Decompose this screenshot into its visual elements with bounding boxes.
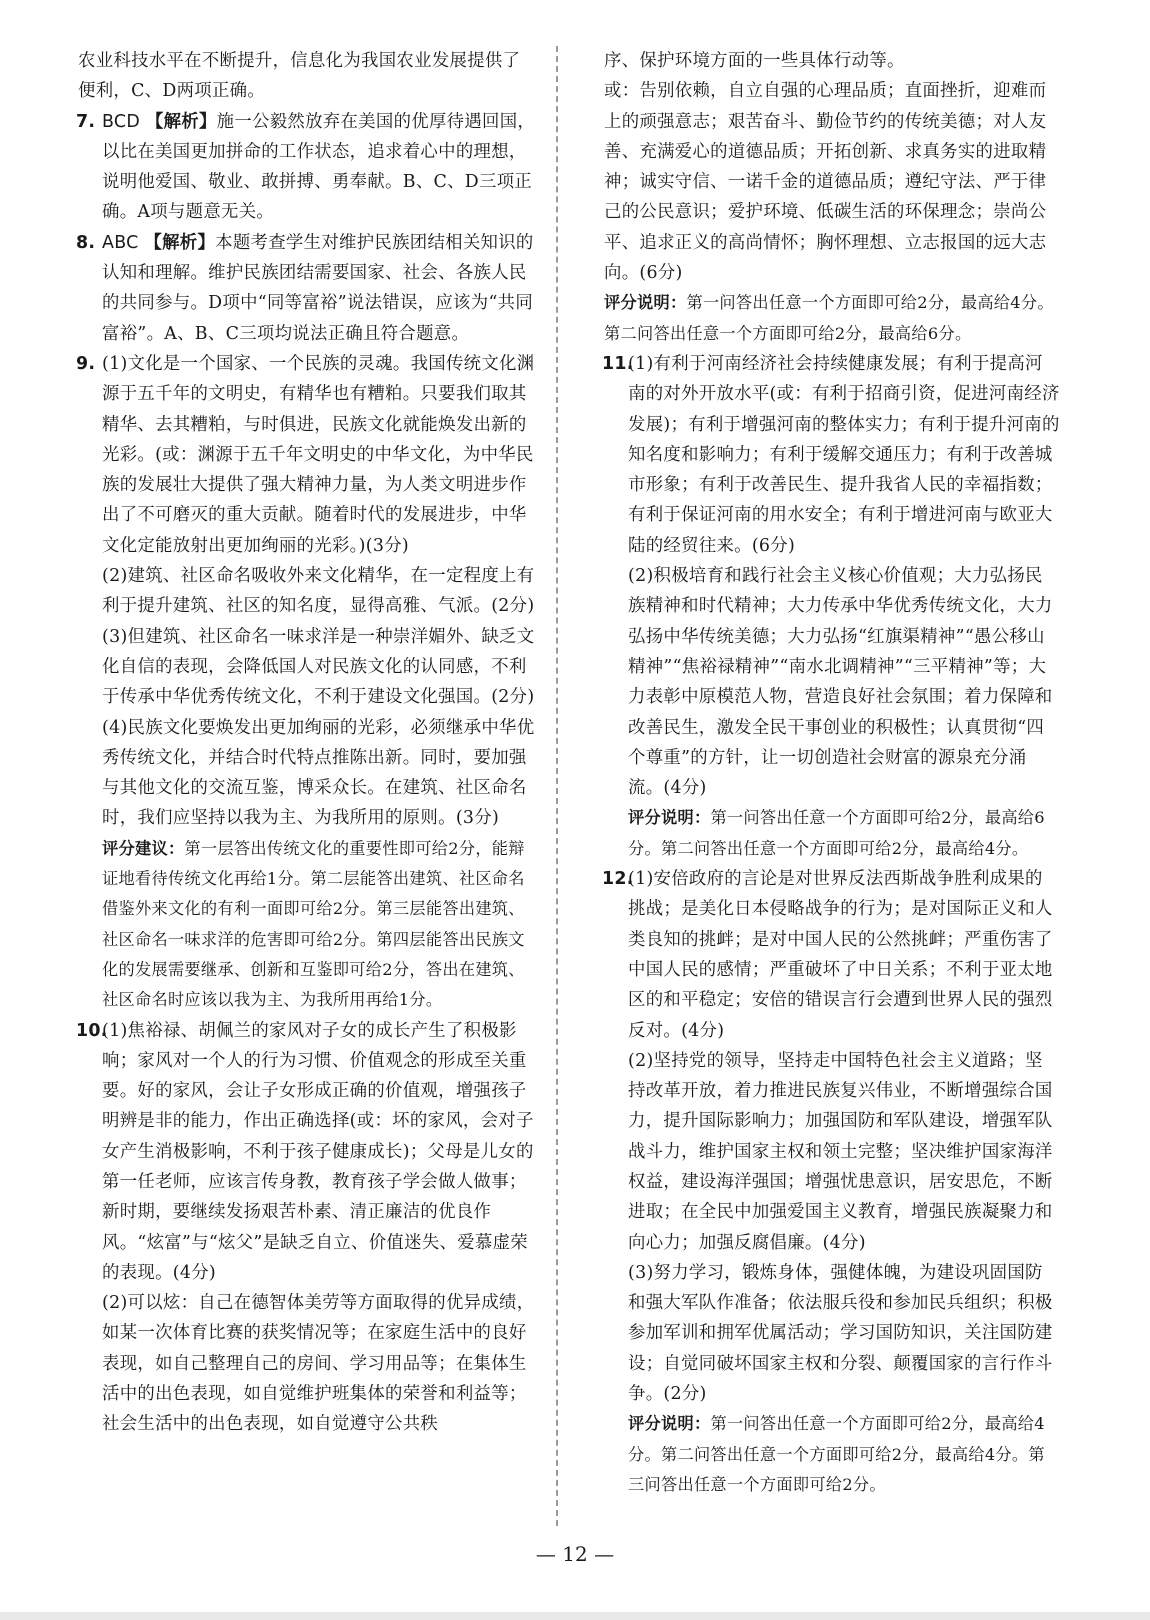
right-column [604, 46, 1060, 1500]
left-column [78, 46, 536, 1440]
scoring-note-text: 第一问答出任意一个方面即可给2分，最高给6分。第二问答出任意一个方面即可给2分，最高给4分。 [628, 808, 1045, 858]
question-11 [604, 349, 1060, 864]
question-number: 9. [76, 353, 96, 374]
answer-key: ABC [102, 232, 139, 253]
scoring-note-text: 第一问答出任意一个方面即可给2分，最高给4分。第二问答出任意一个方面即可给2分，最高给6分。 [604, 293, 1054, 343]
analysis-tag: 【解析】 [144, 232, 216, 253]
question-12 [604, 864, 1060, 1500]
page-number: — 12 — [535, 1542, 615, 1566]
question-9 [78, 349, 536, 1016]
analysis-text: 本题考查学生对维护民族团结相关知识的认知和理解。维护民族团结需要国家、社会、各族人民的共同参与。D项中“同等富裕”说法错误，应该为“共同富裕”。A、B、C三项均说法正确且符合题意。 [102, 232, 534, 344]
question-number: 8. [76, 232, 96, 253]
question-number: 11. [602, 353, 634, 374]
answer-alternative: 或：告别依赖，自立自强的心理品质；直面挫折，迎难而上的顽强意志；艰苦奋斗、勤俭节约的传统美德；对人友善、充满爱心的道德品质；开拓创新、求真务实的进取精神；诚实守信、一诺千金的道德品质；遵纪守法、严于律己的公民意识；爱护环境、低碳生活的环保理念；崇尚公平、追求正义的高尚情怀；胸怀理想、立志报国的远大志向。(6分) [604, 81, 1047, 284]
answer-part-2: (2)积极培育和践行社会主义核心价值观；大力弘扬民族精神和时代精神；大力传承中华优秀传统文化，大力弘扬中华传统美德；大力弘扬“红旗渠精神”“愚公移山精神”“焦裕禄精神”“南水北调精神”“三平精神”等；大力表彰中原模范人物，营造良好社会氛围；着力保障和改善民生，激发全民干事创业的积极性；认真贯彻“四个尊重”的方针，让一切创造社会财富的源泉充分涌流。(4分) [628, 566, 1053, 799]
scoring-note [628, 803, 1060, 864]
scoring-note-label: 评分说明： [628, 1414, 711, 1434]
answer-part-1: (1)文化是一个国家、一个民族的灵魂。我国传统文化渊源于五千年的文明史，有精华也有糟粕。只要我们取其精华、去其糟粕，与时俱进，民族文化就能焕发出新的光彩。(或：渊源于五千年文明史的中华文化，为中华民族的发展壮大提供了强大精神力量，为人类文明进步作出了不可磨灭的重大贡献。随着时代的发展进步，中华文化定能放射出更加绚丽的光彩。)(3分) [102, 353, 535, 556]
answer-part-2-continued: 序、保护环境方面的一些具体行动等。 [604, 51, 905, 71]
question-number: 12. [602, 869, 634, 890]
answer-key: BCD [102, 111, 141, 132]
question-number: 10. [76, 1020, 108, 1041]
answer-part-3: (3)但建筑、社区命名一味求洋是一种崇洋媚外、缺乏文化自信的表现，会降低国人对民族文化的认同感，不利于传承中华优秀传统文化，不利于建设文化强国。(2分) [102, 626, 535, 708]
answer-part-1: (1)有利于河南经济社会持续健康发展；有利于提高河南的对外开放水平(或：有利于招商引资，促进河南经济发展)；有利于增强河南的整体实力；有利于提升河南的知名度和影响力；有利于缓解交通压力；有利于改善城市形象；有利于改善民生、提升我省人民的幸福指数；有利于保证河南的用水安全；有利于增进河南与欧亚大陆的经贸往来。(6分) [628, 353, 1060, 556]
scoring-note-label: 评分说明： [604, 293, 687, 313]
question-8 [78, 228, 536, 349]
answer-part-1: (1)安倍政府的言论是对世界反法西斯战争胜利成果的挑战；是美化日本侵略战争的行为；是对国际正义和人类良知的挑衅；是对中国人民的公然挑衅；严重伤害了中国人民的感情；严重破坏了中日关系；不利于亚太地区的和平稳定；安倍的错误言行会遭到世界人民的强烈反对。(4分) [628, 869, 1053, 1041]
question-7 [78, 107, 536, 228]
answer-part-2: (2)可以炫：自己在德智体美劳等方面取得的优异成绩，如某一次体育比赛的获奖情况等；在家庭生活中的良好表现，如自己整理自己的房间、学习用品等；在集体生活中的出色表现，如自觉维护班集体的荣誉和利益等；社会生活中的出色表现，如自觉遵守公共秩 [102, 1293, 535, 1435]
scan-edge [0, 1612, 1150, 1620]
answer-part-2: (2)建筑、社区命名吸收外来文化精华，在一定程度上有利于提升建筑、社区的知名度，显得高雅、气派。(2分) [102, 566, 535, 617]
scoring-note [102, 834, 536, 1016]
scoring-note [604, 288, 1060, 349]
question-number: 7. [76, 111, 96, 132]
answer-part-4: (4)民族文化要焕发出更加绚丽的光彩，必须继承中华优秀传统文化，并结合时代特点推陈出新。同时，要加强与其他文化的交流互鉴，博采众长。在建筑、社区命名时，我们应坚持以我为主、为我所用的原则。(3分) [102, 717, 535, 829]
question-10 [78, 1016, 536, 1440]
analysis-text: 施一公毅然放弃在美国的优厚待遇回国，以比在美国更加拼命的工作状态，追求着心中的理想，说明他爱国、敬业、敢拼搏、勇奉献。B、C、D三项正确。A项与题意无关。 [102, 111, 536, 223]
answer-part-2: (2)坚持党的领导，坚持走中国特色社会主义道路；坚持改革开放，着力推进民族复兴伟业，不断增强综合国力，提升国际影响力；加强国防和军队建设，增强军队战斗力，维护国家主权和领土完整；坚决维护国家海洋权益，建设海洋强国；增强忧患意识，居安思危，不断进取；在全民中加强爱国主义教育，增强民族凝聚力和向心力；加强反腐倡廉。(4分) [628, 1050, 1053, 1253]
scoring-note-text: 第一问答出任意一个方面即可给2分，最高给4分。第二问答出任意一个方面即可给2分，最高给4分。第三问答出任意一个方面即可给2分。 [628, 1414, 1045, 1494]
answer-part-3: (3)努力学习，锻炼身体，强健体魄，为建设巩固国防和强大军队作准备；依法服兵役和参加民兵组织；积极参加军训和拥军优属活动；学习国防知识，关注国防建设；自觉同破坏国家主权和分裂、颠覆国家的言行作斗争。(2分) [628, 1262, 1053, 1405]
analysis-tag: 【解析】 [145, 111, 217, 132]
scoring-note-label: 评分建议： [102, 838, 185, 858]
scoring-note-label: 评分说明： [628, 808, 711, 828]
scoring-note [628, 1409, 1060, 1500]
q6-continuation: 农业科技水平在不断提升，信息化为我国农业发展提供了便利，C、D两项正确。 [78, 51, 521, 102]
question-10-continued [604, 46, 1060, 349]
answer-part-1: (1)焦裕禄、胡佩兰的家风对子女的成长产生了积极影响；家风对一个人的行为习惯、价值观念的形成至关重要。好的家风，会让子女形成正确的价值观，增强孩子明辨是非的能力，作出正确选择(或：坏的家风，会对子女产生消极影响，不利于孩子健康成长)；父母是儿女的第一任老师，应该言传身教，教育孩子学会做人做事；新时期，要继续发扬艰苦朴素、清正廉洁的优良作风。“炫富”与“炫父”是缺乏自立、价值迷失、爱慕虚荣的表现。(4分) [102, 1020, 534, 1283]
column-divider [556, 46, 558, 1526]
scoring-note-text: 第一层答出传统文化的重要性即可给2分，能辩证地看待传统文化再给1分。第二层能答出建筑、社区命名借鉴外来文化的有利一面即可给2分。第三层能答出建筑、社区命名一味求洋的危害即可给2分。第四层能答出民族文化的发展需要继承、创新和互鉴即可给2分，答出在建筑、社区命名时应该以我为主、为我所用再给1分。 [102, 838, 525, 1010]
